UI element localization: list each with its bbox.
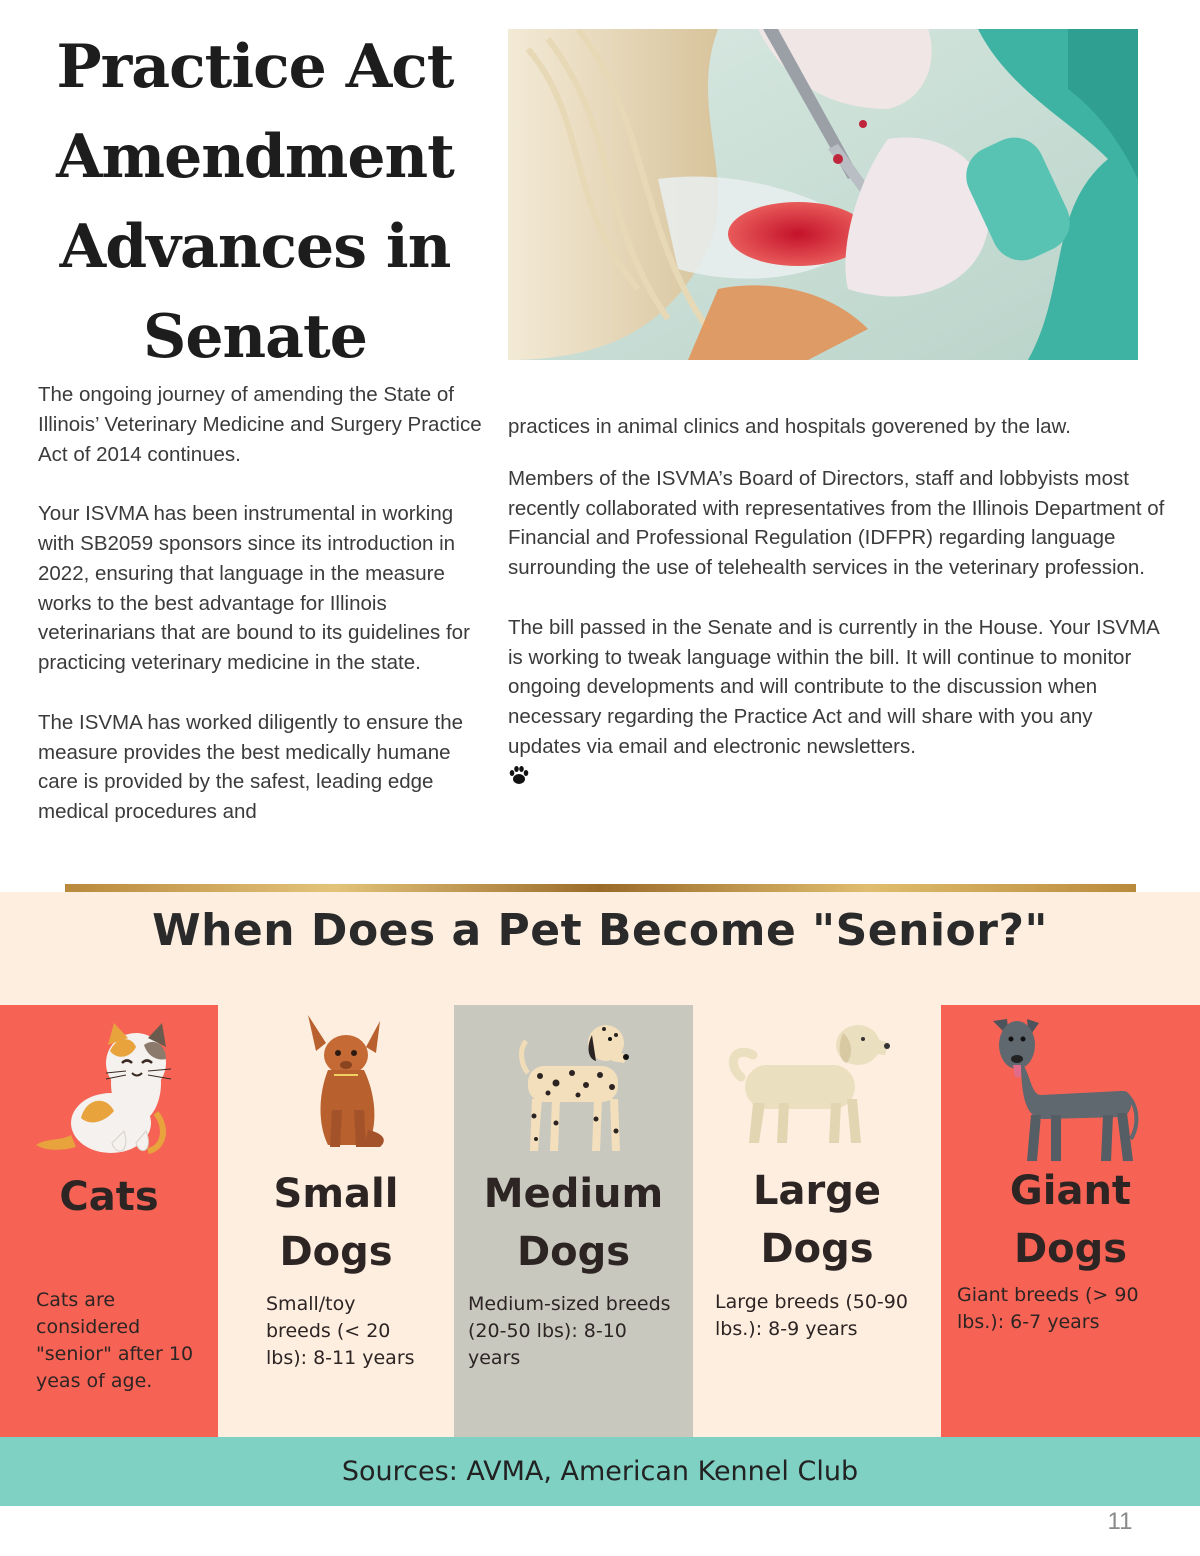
paragraph: Your ISVMA has been instrumental in working with SB2059 sponsors since its introduction in 2022, ensuring that language in the measure works to the best advantage for Illinois veterinarians that are bound to its guidelines for practicing veterinary medicine in the state. [38, 502, 470, 675]
small-dogs-description: Small/toy breeds (< 20 lbs): 8-11 years [266, 1293, 415, 1369]
heading-line: Small [273, 1171, 399, 1217]
large-dogs-column [693, 1005, 941, 1437]
heading-line: Giant [1009, 1168, 1132, 1214]
page-number: 11 [1107, 1508, 1133, 1535]
infographic-title: When Does a Pet Become "Senior?" [152, 905, 1048, 956]
giant-dogs-description: Giant breeds (> 90 lbs.): 6-7 years [957, 1284, 1139, 1333]
gold-divider [65, 884, 1136, 892]
medium-dogs-heading [454, 1165, 693, 1281]
large-dog-icon [723, 1015, 893, 1145]
paragraph: Members of the ISVMA’s Board of Directors, staff and lobbyists most recently collaborated with representatives from the Illinois Department of Financial and Professional Regulation (IDFPR) regarding language surrounding the use of telehealth services in the veterinary profession. [508, 466, 1165, 580]
paragraph: The ongoing journey of amending the State of Illinois’ Veterinary Medicine and Surgery Practice Act of 2014 continues. [38, 383, 482, 466]
article-body-right [508, 412, 1168, 786]
giant-dog-icon [991, 1015, 1141, 1165]
large-dogs-heading [693, 1162, 941, 1278]
medium-dogs-column [454, 1005, 693, 1437]
small-dogs-column [218, 1005, 454, 1437]
paragraph: practices in animal clinics and hospitals goverened by the law. [508, 415, 1071, 438]
paragraph: The bill passed in the Senate and is currently in the House. Your ISVMA is working to tweak language within the bill. It will continue to monitor ongoing developments and will contribute to the discussion when necessary regarding the Practice Act and will share with you any updates via email and electronic newsletters. [508, 615, 1159, 758]
heading-line: Dogs [1013, 1226, 1128, 1272]
large-dogs-description: Large breeds (50-90 lbs.): 8-9 years [715, 1291, 908, 1340]
medium-dogs-description: Medium-sized breeds (20-50 lbs): 8-10 years [468, 1293, 671, 1369]
heading-line: Medium [483, 1171, 664, 1217]
surgery-photo [508, 29, 1138, 360]
small-dogs-heading [218, 1165, 454, 1281]
giant-dogs-column [941, 1005, 1200, 1437]
title-line: Advances in [59, 212, 451, 282]
cat-icon [36, 1023, 176, 1158]
giant-dogs-heading [941, 1162, 1200, 1278]
title-line: Practice Act [56, 32, 454, 102]
heading-line: Dogs [760, 1226, 874, 1272]
heading-line: Cats [59, 1174, 159, 1220]
dalmatian-icon [516, 1021, 636, 1156]
heading-line: Dogs [279, 1229, 393, 1275]
small-dog-icon [298, 1015, 398, 1155]
heading-line: Large [753, 1168, 881, 1214]
paragraph: The ISVMA has worked diligently to ensure the measure provides the best medically humane care is provided by the safest, leading edge medical procedures and [38, 710, 464, 824]
article-body-left [38, 380, 488, 857]
title-line: Senate [143, 302, 367, 372]
cats-column [0, 1005, 218, 1437]
title-line: Amendment [56, 122, 454, 192]
cats-heading [0, 1168, 218, 1226]
article-title [30, 22, 480, 382]
surgery-illustration [508, 29, 1138, 360]
cats-description: Cats are considered "senior" after 10 yeas of age. [36, 1289, 194, 1392]
sources-text: Sources: AVMA, American Kennel Club [341, 1456, 859, 1487]
sources-bar [0, 1437, 1200, 1506]
paw-icon [508, 764, 530, 786]
heading-line: Dogs [516, 1229, 631, 1275]
